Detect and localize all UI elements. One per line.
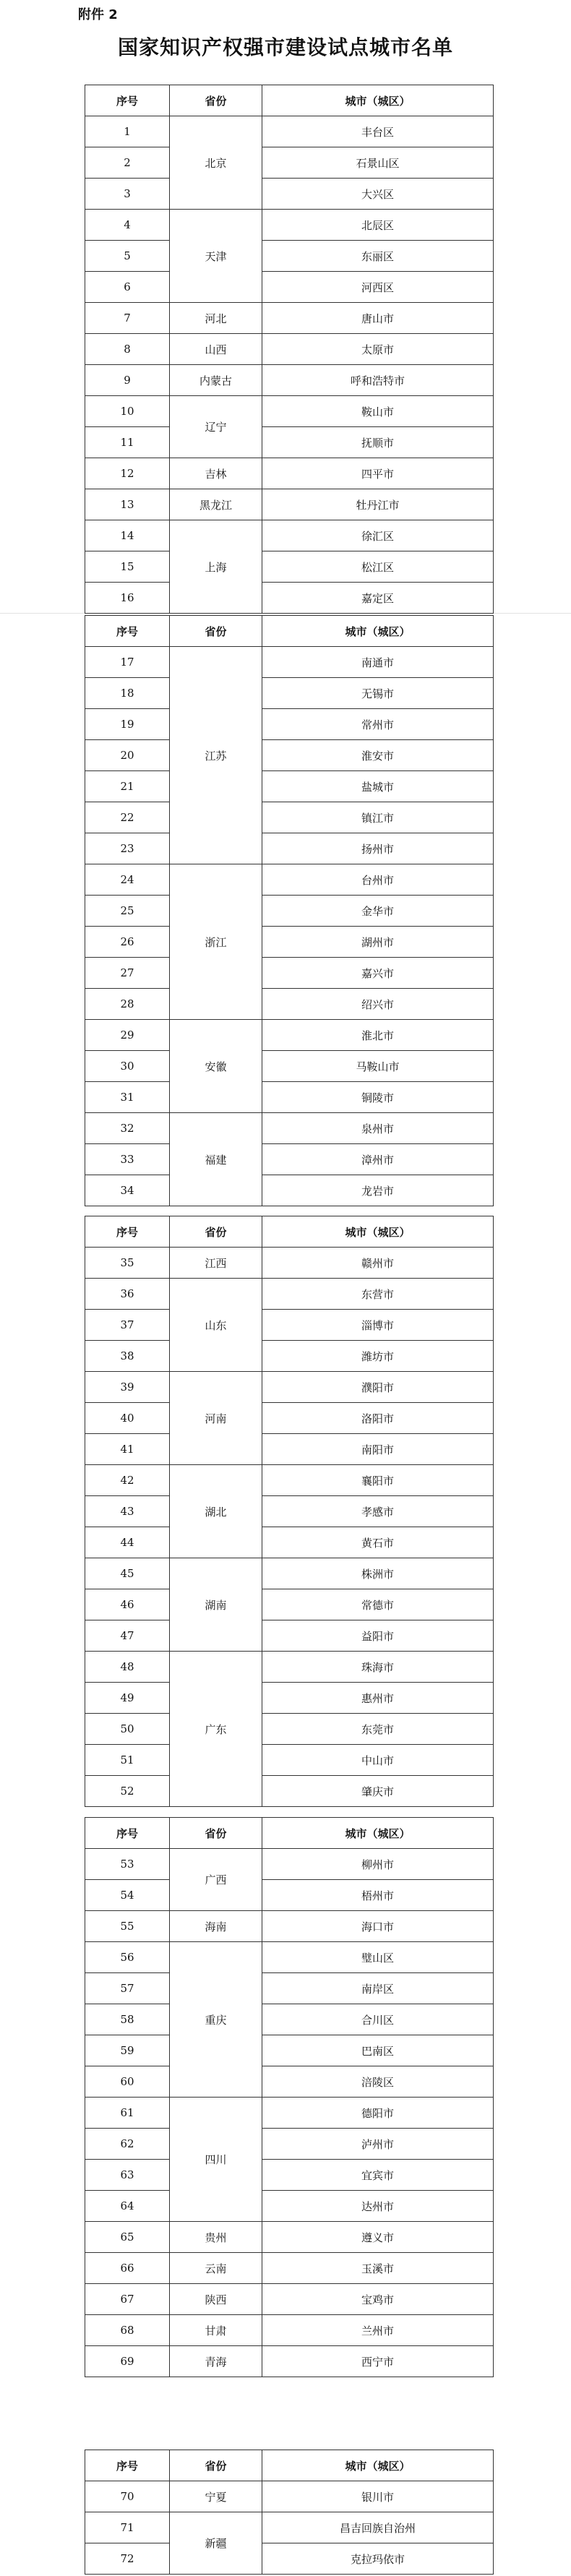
city-cell: 石景山区 <box>262 147 494 179</box>
table-row <box>85 958 494 989</box>
seq-cell: 34 <box>85 1175 170 1206</box>
city-cell: 惠州市 <box>262 1683 494 1714</box>
table-row <box>85 802 494 833</box>
province-cell: 河南 <box>170 1372 262 1465</box>
province-cell: 江苏 <box>170 647 262 864</box>
seq-cell: 43 <box>85 1496 170 1527</box>
table-row <box>85 179 494 210</box>
table-row <box>85 1745 494 1776</box>
seq-cell: 45 <box>85 1558 170 1589</box>
city-cell: 赣州市 <box>262 1248 494 1279</box>
seq-cell: 18 <box>85 678 170 709</box>
table-row <box>85 2315 494 2346</box>
city-cell: 珠海市 <box>262 1652 494 1683</box>
table-header-row <box>85 616 494 647</box>
city-cell: 合川区 <box>262 2004 494 2035</box>
province-cell: 山东 <box>170 1279 262 1372</box>
table-row <box>85 334 494 365</box>
table-row <box>85 1714 494 1745</box>
table-row <box>85 1341 494 1372</box>
header-seq: 序号 <box>85 2450 170 2481</box>
seq-cell: 24 <box>85 864 170 896</box>
province-cell: 四川 <box>170 2098 262 2222</box>
table-row <box>85 272 494 303</box>
table-row <box>85 833 494 864</box>
province-cell: 吉林 <box>170 458 262 489</box>
seq-cell: 42 <box>85 1465 170 1496</box>
city-cell: 丰台区 <box>262 116 494 147</box>
table-row <box>85 551 494 583</box>
city-cell: 嘉兴市 <box>262 958 494 989</box>
city-cell: 盐城市 <box>262 771 494 802</box>
header-province: 省份 <box>170 1818 262 1849</box>
table-header-row <box>85 1216 494 1248</box>
header-city: 城市（城区） <box>262 616 494 647</box>
table-row <box>85 2543 494 2575</box>
city-cell: 宜宾市 <box>262 2160 494 2191</box>
city-cell: 金华市 <box>262 896 494 927</box>
seq-cell: 8 <box>85 334 170 365</box>
seq-cell: 55 <box>85 1911 170 1942</box>
seq-cell: 20 <box>85 740 170 771</box>
province-cell: 山西 <box>170 334 262 365</box>
seq-cell: 48 <box>85 1652 170 1683</box>
table-row <box>85 1113 494 1144</box>
table-row <box>85 1776 494 1807</box>
table-row <box>85 896 494 927</box>
table-row <box>85 2481 494 2512</box>
header-city: 城市（城区） <box>262 1216 494 1248</box>
table-row <box>85 1403 494 1434</box>
seq-cell: 17 <box>85 647 170 678</box>
seq-cell: 5 <box>85 241 170 272</box>
table-row <box>85 2191 494 2222</box>
table-row <box>85 1527 494 1558</box>
table-row <box>85 458 494 489</box>
city-cell: 台州市 <box>262 864 494 896</box>
seq-cell: 60 <box>85 2066 170 2098</box>
table-row <box>85 1144 494 1175</box>
city-cell: 抚顺市 <box>262 427 494 458</box>
table-row <box>85 2098 494 2129</box>
table-row <box>85 1911 494 1942</box>
header-city: 城市（城区） <box>262 1818 494 1849</box>
city-cell: 淄博市 <box>262 1310 494 1341</box>
seq-cell: 12 <box>85 458 170 489</box>
city-cell: 马鞍山市 <box>262 1051 494 1082</box>
seq-cell: 56 <box>85 1942 170 1973</box>
seq-cell: 40 <box>85 1403 170 1434</box>
header-seq: 序号 <box>85 1818 170 1849</box>
province-cell: 浙江 <box>170 864 262 1020</box>
province-cell: 贵州 <box>170 2222 262 2253</box>
seq-cell: 10 <box>85 396 170 427</box>
header-province: 省份 <box>170 2450 262 2481</box>
seq-cell: 31 <box>85 1082 170 1113</box>
table-row <box>85 1051 494 1082</box>
city-cell: 海口市 <box>262 1911 494 1942</box>
city-cell: 大兴区 <box>262 179 494 210</box>
city-cell: 益阳市 <box>262 1620 494 1652</box>
city-cell: 四平市 <box>262 458 494 489</box>
table-row <box>85 1942 494 1973</box>
province-cell: 安徽 <box>170 1020 262 1113</box>
table-row <box>85 1020 494 1051</box>
city-cell: 襄阳市 <box>262 1465 494 1496</box>
table-row <box>85 427 494 458</box>
seq-cell: 15 <box>85 551 170 583</box>
city-cell: 肇庆市 <box>262 1776 494 1807</box>
city-table-page-3 <box>85 1216 494 1807</box>
province-cell: 河北 <box>170 303 262 334</box>
city-cell: 黄石市 <box>262 1527 494 1558</box>
province-cell: 湖北 <box>170 1465 262 1558</box>
city-cell: 涪陵区 <box>262 2066 494 2098</box>
seq-cell: 53 <box>85 1849 170 1880</box>
city-cell: 唐山市 <box>262 303 494 334</box>
table-row <box>85 365 494 396</box>
city-cell: 泉州市 <box>262 1113 494 1144</box>
seq-cell: 25 <box>85 896 170 927</box>
seq-cell: 38 <box>85 1341 170 1372</box>
header-seq: 序号 <box>85 616 170 647</box>
city-cell: 南阳市 <box>262 1434 494 1465</box>
table-row <box>85 396 494 427</box>
city-cell: 常州市 <box>262 709 494 740</box>
header-province: 省份 <box>170 616 262 647</box>
seq-cell: 1 <box>85 116 170 147</box>
seq-cell: 70 <box>85 2481 170 2512</box>
table-row <box>85 1082 494 1113</box>
seq-cell: 2 <box>85 147 170 179</box>
city-cell: 牡丹江市 <box>262 489 494 520</box>
table-row <box>85 709 494 740</box>
province-cell: 福建 <box>170 1113 262 1206</box>
seq-cell: 59 <box>85 2035 170 2066</box>
seq-cell: 4 <box>85 210 170 241</box>
city-cell: 昌吉回族自治州 <box>262 2512 494 2543</box>
city-cell: 常德市 <box>262 1589 494 1620</box>
seq-cell: 44 <box>85 1527 170 1558</box>
city-cell: 淮安市 <box>262 740 494 771</box>
province-cell: 甘肃 <box>170 2315 262 2346</box>
seq-cell: 37 <box>85 1310 170 1341</box>
city-cell: 洛阳市 <box>262 1403 494 1434</box>
province-cell: 江西 <box>170 1248 262 1279</box>
city-cell: 璧山区 <box>262 1942 494 1973</box>
table-row <box>85 489 494 520</box>
seq-cell: 16 <box>85 583 170 614</box>
city-cell: 克拉玛依市 <box>262 2543 494 2575</box>
city-cell: 株洲市 <box>262 1558 494 1589</box>
seq-cell: 22 <box>85 802 170 833</box>
seq-cell: 41 <box>85 1434 170 1465</box>
table-row <box>85 2129 494 2160</box>
province-cell: 宁夏 <box>170 2481 262 2512</box>
table-row <box>85 927 494 958</box>
table-row <box>85 1372 494 1403</box>
province-cell: 上海 <box>170 520 262 614</box>
city-cell: 无锡市 <box>262 678 494 709</box>
table-row <box>85 1310 494 1341</box>
table-row <box>85 1589 494 1620</box>
city-cell: 德阳市 <box>262 2098 494 2129</box>
table-row <box>85 116 494 147</box>
header-city: 城市（城区） <box>262 85 494 116</box>
seq-cell: 21 <box>85 771 170 802</box>
seq-cell: 51 <box>85 1745 170 1776</box>
seq-cell: 72 <box>85 2543 170 2575</box>
table-row <box>85 1558 494 1589</box>
seq-cell: 61 <box>85 2098 170 2129</box>
table-row <box>85 647 494 678</box>
seq-cell: 66 <box>85 2253 170 2284</box>
city-cell: 河西区 <box>262 272 494 303</box>
city-cell: 扬州市 <box>262 833 494 864</box>
city-cell: 遵义市 <box>262 2222 494 2253</box>
city-cell: 南岸区 <box>262 1973 494 2004</box>
seq-cell: 67 <box>85 2284 170 2315</box>
seq-cell: 11 <box>85 427 170 458</box>
seq-cell: 23 <box>85 833 170 864</box>
seq-cell: 46 <box>85 1589 170 1620</box>
province-cell: 海南 <box>170 1911 262 1942</box>
province-cell: 重庆 <box>170 1942 262 2098</box>
province-cell: 北京 <box>170 116 262 210</box>
table-row <box>85 864 494 896</box>
province-cell: 陕西 <box>170 2284 262 2315</box>
seq-cell: 57 <box>85 1973 170 2004</box>
table-row <box>85 1880 494 1911</box>
city-cell: 达州市 <box>262 2191 494 2222</box>
table-row <box>85 2035 494 2066</box>
city-cell: 绍兴市 <box>262 989 494 1020</box>
city-cell: 淮北市 <box>262 1020 494 1051</box>
seq-cell: 29 <box>85 1020 170 1051</box>
seq-cell: 39 <box>85 1372 170 1403</box>
table-header-row <box>85 1818 494 1849</box>
seq-cell: 19 <box>85 709 170 740</box>
city-cell: 东营市 <box>262 1279 494 1310</box>
table-row <box>85 2222 494 2253</box>
table-row <box>85 1465 494 1496</box>
table-row <box>85 1652 494 1683</box>
document-title: 国家知识产权强市建设试点城市名单 <box>117 35 453 59</box>
province-cell: 广西 <box>170 1849 262 1911</box>
table-row <box>85 2346 494 2377</box>
city-cell: 泸州市 <box>262 2129 494 2160</box>
city-cell: 中山市 <box>262 1745 494 1776</box>
table-row <box>85 1248 494 1279</box>
city-cell: 潍坊市 <box>262 1341 494 1372</box>
city-cell: 松江区 <box>262 551 494 583</box>
table-row <box>85 2160 494 2191</box>
table-row <box>85 2004 494 2035</box>
seq-cell: 6 <box>85 272 170 303</box>
header-province: 省份 <box>170 1216 262 1248</box>
city-cell: 梧州市 <box>262 1880 494 1911</box>
city-cell: 鞍山市 <box>262 396 494 427</box>
province-cell: 广东 <box>170 1652 262 1807</box>
seq-cell: 47 <box>85 1620 170 1652</box>
province-cell: 黑龙江 <box>170 489 262 520</box>
province-cell: 青海 <box>170 2346 262 2377</box>
seq-cell: 9 <box>85 365 170 396</box>
city-cell: 徐汇区 <box>262 520 494 551</box>
city-cell: 宝鸡市 <box>262 2284 494 2315</box>
seq-cell: 64 <box>85 2191 170 2222</box>
seq-cell: 68 <box>85 2315 170 2346</box>
city-cell: 东丽区 <box>262 241 494 272</box>
province-cell: 天津 <box>170 210 262 303</box>
seq-cell: 27 <box>85 958 170 989</box>
seq-cell: 58 <box>85 2004 170 2035</box>
seq-cell: 13 <box>85 489 170 520</box>
province-cell: 辽宁 <box>170 396 262 458</box>
city-cell: 濮阳市 <box>262 1372 494 1403</box>
table-header-row <box>85 85 494 116</box>
table-row <box>85 1434 494 1465</box>
city-cell: 呼和浩特市 <box>262 365 494 396</box>
table-row <box>85 2284 494 2315</box>
seq-cell: 54 <box>85 1880 170 1911</box>
header-city: 城市（城区） <box>262 2450 494 2481</box>
seq-cell: 35 <box>85 1248 170 1279</box>
table-row <box>85 2512 494 2543</box>
seq-cell: 63 <box>85 2160 170 2191</box>
table-row <box>85 2253 494 2284</box>
table-row <box>85 520 494 551</box>
seq-cell: 33 <box>85 1144 170 1175</box>
table-row <box>85 147 494 179</box>
table-row <box>85 1973 494 2004</box>
city-cell: 湖州市 <box>262 927 494 958</box>
header-seq: 序号 <box>85 85 170 116</box>
province-cell: 云南 <box>170 2253 262 2284</box>
header-province: 省份 <box>170 85 262 116</box>
table-row <box>85 1279 494 1310</box>
seq-cell: 65 <box>85 2222 170 2253</box>
city-cell: 南通市 <box>262 647 494 678</box>
city-cell: 北辰区 <box>262 210 494 241</box>
table-row <box>85 210 494 241</box>
table-row <box>85 1175 494 1206</box>
city-cell: 巴南区 <box>262 2035 494 2066</box>
table-row <box>85 740 494 771</box>
seq-cell: 14 <box>85 520 170 551</box>
city-table-page-4 <box>85 1817 494 2377</box>
seq-cell: 69 <box>85 2346 170 2377</box>
province-cell: 新疆 <box>170 2512 262 2575</box>
table-row <box>85 678 494 709</box>
city-cell: 西宁市 <box>262 2346 494 2377</box>
seq-cell: 3 <box>85 179 170 210</box>
seq-cell: 50 <box>85 1714 170 1745</box>
city-cell: 太原市 <box>262 334 494 365</box>
city-table-page-2 <box>85 615 494 1206</box>
seq-cell: 32 <box>85 1113 170 1144</box>
seq-cell: 28 <box>85 989 170 1020</box>
city-cell: 东莞市 <box>262 1714 494 1745</box>
seq-cell: 7 <box>85 303 170 334</box>
table-row <box>85 1620 494 1652</box>
table-row <box>85 303 494 334</box>
seq-cell: 36 <box>85 1279 170 1310</box>
table-row <box>85 1683 494 1714</box>
city-cell: 嘉定区 <box>262 583 494 614</box>
city-cell: 镇江市 <box>262 802 494 833</box>
seq-cell: 52 <box>85 1776 170 1807</box>
city-cell: 玉溪市 <box>262 2253 494 2284</box>
seq-cell: 71 <box>85 2512 170 2543</box>
seq-cell: 30 <box>85 1051 170 1082</box>
city-cell: 龙岩市 <box>262 1175 494 1206</box>
attachment-label: 附件 2 <box>78 7 118 22</box>
seq-cell: 26 <box>85 927 170 958</box>
city-cell: 兰州市 <box>262 2315 494 2346</box>
table-row <box>85 2066 494 2098</box>
city-cell: 银川市 <box>262 2481 494 2512</box>
table-row <box>85 771 494 802</box>
city-cell: 铜陵市 <box>262 1082 494 1113</box>
seq-cell: 49 <box>85 1683 170 1714</box>
header-seq: 序号 <box>85 1216 170 1248</box>
table-row <box>85 1496 494 1527</box>
table-row <box>85 241 494 272</box>
table-row <box>85 1849 494 1880</box>
city-cell: 漳州市 <box>262 1144 494 1175</box>
city-cell: 孝感市 <box>262 1496 494 1527</box>
province-cell: 湖南 <box>170 1558 262 1652</box>
city-table-page-5 <box>85 2450 494 2575</box>
table-row <box>85 583 494 614</box>
province-cell: 内蒙古 <box>170 365 262 396</box>
city-table-page-1 <box>85 85 494 614</box>
table-header-row <box>85 2450 494 2481</box>
city-cell: 柳州市 <box>262 1849 494 1880</box>
seq-cell: 62 <box>85 2129 170 2160</box>
table-row <box>85 989 494 1020</box>
